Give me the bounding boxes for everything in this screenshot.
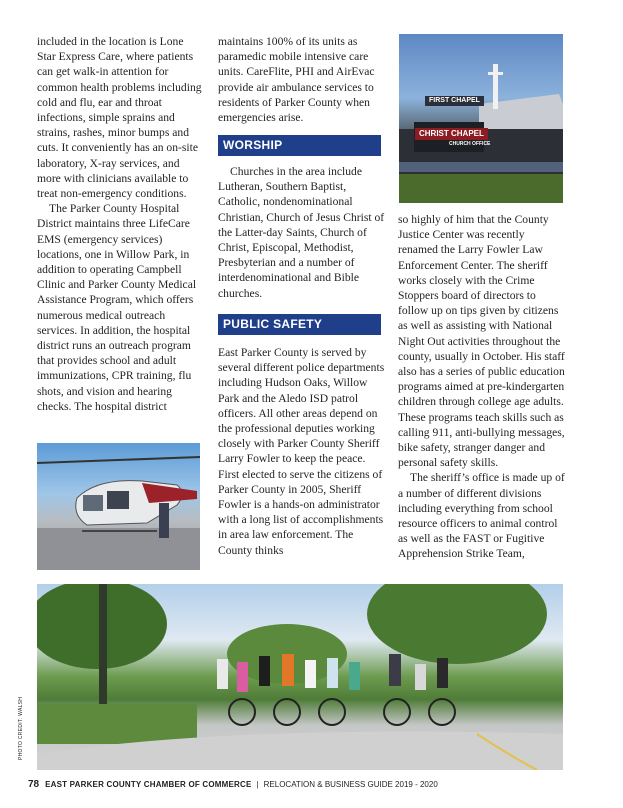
column-2-worship (218, 164, 386, 301)
church-sign: CHRIST CHAPEL (415, 128, 488, 140)
church-office-sign: CHURCH OFFICE (449, 141, 491, 147)
worship-heading: WORSHIP (218, 135, 381, 156)
column-3 (398, 212, 566, 562)
column-2-safety (218, 345, 386, 558)
church-sign-top: FIRST CHAPEL (425, 96, 484, 106)
hospital-district-paragraph: The Parker County Hospital District maintains three LifeCare EMS (emergency services) locations, one in Willow Park, in addition to operating Campbell Clinic and Parker County Medical Assistance Program, which offers numerous medical outreach services. In addition, the hospital district runs an outreach program that provides school and adult immunizations, CPR training, flu shots, and vision and hearing checks. The hospital district (37, 202, 197, 413)
cyclists-photo (37, 584, 563, 770)
footer-guide-title: RELOCATION & BUSINESS GUIDE 2019 - 2020 (263, 780, 438, 789)
worship-paragraph: Churches in the area include Lutheran, Southern Baptist, Catholic, nondenominational Christian, Church of Jesus Christ of the Latter-day Saints, Church of Christ, Episcopal, Methodist, Presbyterian and a number of interdenominational and Bible churches. (218, 165, 385, 300)
health-paragraph: included in the location is Lone Star Express Care, where patients can get walk-in attention for common health problems including cold and flu, ear and throat infections, simple sprains and strains, rashes, minor bumps and cuts. It conveniently has an on-site laboratory, X-ray services, and more with clinicians available to treat non-emergency conditions. (37, 35, 202, 201)
church-photo (399, 34, 563, 203)
column-2-intro (218, 34, 386, 125)
page-footer (28, 778, 588, 792)
footer-separator: | (256, 780, 259, 789)
footer-organization: EAST PARKER COUNTY CHAMBER OF COMMERCE (45, 780, 252, 789)
public-safety-paragraph: East Parker County is served by several different police departments including Hudson Oaks, Willow Park and the Aledo ISD patrol officers. All other areas depend on the professional deputies working closely with Parker County Sheriff Larry Fowler to keep the peace. First elected to serve the citizens of Parker County in 2005, Sheriff Fowler is a hands-on administrator with a long list of accomplishments in area law enforcement. The County thinks (218, 346, 385, 557)
column-1 (37, 34, 203, 414)
ems-paragraph: maintains 100% of its units as paramedic mobile intensive care units. CareFlite, PHI and AirEvac provide air ambulance services to residents of Parker County when emergencies arise. (218, 35, 375, 125)
public-safety-heading: PUBLIC SAFETY (218, 314, 381, 335)
page-number: 78 (28, 779, 40, 790)
sheriff-divisions-paragraph: The sheriff’s office is made up of a number of different divisions including everything from school resource officers to animal control as well as the FAST or Fugitive Apprehension Strike Team, (398, 471, 565, 561)
sheriff-paragraph: so highly of him that the County Justice Center was recently renamed the Larry Fowler Law Enforcement Center. The sheriff works closely with the Crime Stoppers board of directors to follow up on tips given by citizens as well as assisting with National Night Out activities throughout the county, usually in October. His staff also has a series of public education programs aimed at pre-kindergarten children through college age adults. These programs teach skills such as calling 911, anti-bullying messages, bike safety, stranger danger and personal safety skills. (398, 213, 565, 470)
helicopter-photo (37, 443, 200, 570)
photo-credit: PHOTO CREDIT: WALSH (18, 696, 24, 760)
